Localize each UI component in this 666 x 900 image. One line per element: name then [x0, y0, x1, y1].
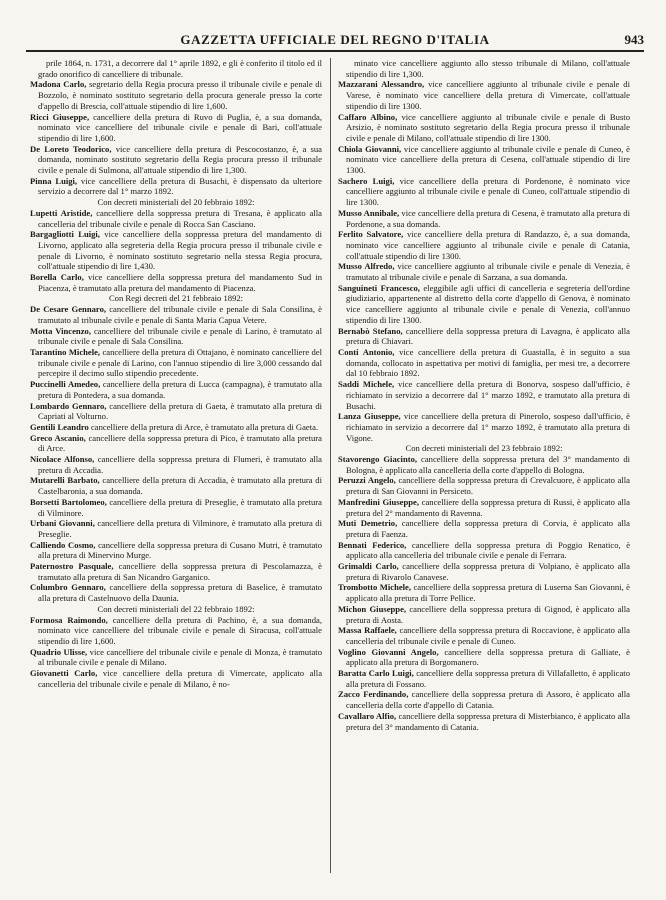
person-name: Lupetti Aristide,: [30, 207, 93, 218]
person-name: Formosa Raimondo,: [30, 614, 108, 625]
entry-text: cancelliere della soppressa pretura di Volpiano, è applicato alla pretura di Rivarolo Canavese.: [346, 561, 630, 582]
person-name: Columbro Gennaro,: [30, 582, 106, 593]
person-name: Michon Giuseppe,: [338, 603, 407, 614]
decree-heading: Con decreti ministeriali del 23 febbraio 1892:: [405, 443, 563, 454]
entry-text: cancelliere della pretura di Ruvo di Puglia, è, a sua domanda, nominato vice cancelliere del tribunale civile e penale di Bari, coll'attuale stipendio di lire 1,600.: [38, 111, 322, 143]
entry-text: cancelliere della soppressa pretura di Baselice, è tramutato alla pretura di Castelnuovo della Daunia.: [38, 582, 322, 604]
person-name: Musso Annibale,: [338, 207, 400, 218]
appointment-entry: [30, 176, 322, 197]
person-name: Trombotto Michele,: [338, 582, 412, 593]
person-name: Pinna Luigi,: [30, 175, 78, 186]
entry-text: cancelliere della soppressa pretura di Russi, è applicato alla pretura del 2° mandamento di Ravenna.: [346, 496, 630, 518]
appointment-entry: [30, 379, 322, 400]
entry-text: vice cancelliere della pretura di Bonorva, sospeso dall'ufficio, è richiamato in servizio a decorrere dal 1° marzo 1892, e tramutato alla pretura di Busachi.: [346, 379, 630, 411]
entry-text: vice cancelliere della pretura di Pinerolo, sospeso dall'ufficio, è richiamato in servizio a decorrere dal 1° marzo 1892, è tramutato alla pretura di Vigone.: [346, 411, 630, 443]
person-name: Ferlito Salvatore,: [338, 229, 404, 240]
appointment-entry: [338, 711, 630, 732]
entry-text: vice cancelliere della pretura di Pordenone, è nominato vice cancelliere aggiunto al tribunale civile e penale di Cuneo, coll'attuale stipendio di lire 1300.: [346, 175, 630, 208]
appointment-entry: [338, 229, 630, 261]
entry-text: cancelliere della pretura di Arce, è tramutato alla pretura di Gaeta.: [88, 421, 319, 432]
appointment-entry: [30, 540, 322, 561]
person-name: Paternostro Pasquale,: [30, 561, 114, 572]
appointment-entry: [338, 58, 630, 79]
appointment-entry: [30, 518, 322, 539]
page-number: 943: [624, 32, 644, 47]
appointment-entry: [338, 647, 630, 668]
person-name: Peruzzi Angelo,: [338, 475, 396, 486]
entry-text: cancelliere della soppressa pretura di Tresana, è applicato alla cancelleria del tribunale civile e penale di Rocca San Casciano.: [38, 207, 322, 229]
appointment-entry: [30, 144, 322, 176]
appointment-entry: [338, 540, 630, 561]
entry-text: cancelliere della soppressa pretura di Crevalcuore, è applicato alla pretura di San Giovanni in Persiceto.: [346, 475, 630, 497]
entry-text: minato vice cancelliere aggiunto allo stesso tribunale di Milano, coll'attuale stipendio di lire 1,300.: [346, 58, 630, 79]
person-name: Lanza Giuseppe,: [338, 411, 401, 422]
entry-text: vice cancelliere aggiunto al tribunale civile e penale di Venezia, è tramutato al tribunale civile e penale di Sarzana, a sua domanda.: [346, 261, 630, 283]
appointment-entry: [338, 475, 630, 496]
entry-text: segretario della Regia procura presso il tribunale civile e penale di Bozzolo, è nominato sostituto segretario della procura generale presso la corte d'appello di Brescia, coll'attuale stipendio di lire 1,600.: [38, 79, 322, 111]
person-name: De Loreto Teodorico,: [30, 143, 112, 154]
appointment-entry: [338, 668, 630, 689]
entry-text: cancelliere della pretura di Accadia, è tramutato alla pretura di Castelbaronia, a sua domanda.: [38, 475, 322, 497]
person-name: Greco Ascanio,: [30, 432, 86, 443]
appointment-entry: [338, 208, 630, 229]
appointment-entry: [338, 561, 630, 582]
appointment-entry: [30, 208, 322, 229]
appointment-entry: [338, 79, 630, 111]
person-name: Lombardo Gennaro,: [30, 400, 107, 411]
entry-text: cancelliere della pretura di Ottajano, è nominato cancelliere del tribunale civile e penale di Larino, con l'annuo stipendio di lire 3,000 cessando dal percepire il decimo sullo stipendio precedente.: [38, 346, 322, 379]
appointment-entry: [338, 497, 630, 518]
entry-text: vice cancelliere della pretura di Busachi, è dispensato da ulteriore servizio a decorrere dal 1° marzo 1892.: [38, 175, 322, 197]
person-name: Chiola Giovanni,: [338, 143, 402, 154]
person-name: Caffaro Albino,: [338, 111, 398, 122]
person-name: Borella Carlo,: [30, 272, 84, 283]
appointment-entry: [30, 615, 322, 647]
appointment-entry: [30, 647, 322, 668]
appointment-entry: [30, 229, 322, 272]
appointment-entry: [338, 283, 630, 326]
entry-text: cancelliere della soppressa pretura di Pico, è tramutato alla pretura di Arce.: [38, 432, 322, 454]
appointment-entry: [338, 326, 630, 347]
appointment-entry: [30, 112, 322, 144]
person-name: Motta Vincenzo,: [30, 325, 91, 336]
entry-text: cancelliere della soppressa pretura di Villafalletto, è applicato alla pretura di Fossano.: [346, 668, 630, 689]
entry-text: cancelliere del tribunale civile e penale di Sala Consilina, è tramutato al tribunale civile e penale di Santa Maria Capua Vetere.: [38, 304, 322, 325]
entry-text: cancelliere della pretura di Preseglie, è tramutato alla pretura di Vilminore.: [38, 496, 322, 518]
appointment-entry: [30, 347, 322, 379]
appointment-entry: [30, 582, 322, 603]
entry-text: prile 1864, n. 1731, a decorrere dal 1° aprile 1892, e gli è conferito il titolo ed il grado onorifico di cancelliere di tribunale.: [38, 58, 322, 79]
appointment-entry: [30, 272, 322, 293]
appointment-entry: [338, 379, 630, 411]
entry-text: vice cancelliere della pretura di Randazzo, è, a sua domanda, nominato vice cancelliere aggiunto al tribunale civile e penale di Catania, coll'attuale stipendio di lire 1300.: [346, 229, 630, 261]
appointment-entry: [30, 304, 322, 325]
appointment-entry: [338, 518, 630, 539]
person-name: Manfredini Giuseppe,: [338, 496, 420, 507]
appointment-entry: [338, 582, 630, 603]
entry-text: vice cancelliere della pretura di Vimercate, applicato alla cancelleria del tribunale civile e penale di Milano, è no-: [38, 668, 322, 689]
person-name: Giovanetti Carlo,: [30, 668, 98, 679]
person-name: Stavorengo Giacinto,: [338, 454, 418, 465]
person-name: Quadrio Ulisse,: [30, 646, 88, 657]
person-name: Grimaldi Carlo,: [338, 561, 399, 572]
entry-text: cancelliere della pretura di Vilminore, è tramutato alla pretura di Preseglie.: [38, 518, 322, 539]
person-name: Saddi Michele,: [338, 379, 395, 390]
entry-text: vice cancelliere della pretura di Pescocostanzo, è, a sua domanda, nominato sostituto segretario della Regia procura presso il tribunale civile e penale di Sulmona, all'attuale stipendio di lire 1,300.: [38, 143, 322, 176]
entry-text: vice cancelliere aggiunto al tribunale civile e penale di Cuneo, è nominato vice cancelliere della pretura di Cesena, coll'attuale stipendio di lire 1300.: [346, 143, 630, 176]
person-name: Tarantino Michele,: [30, 346, 101, 357]
person-name: Sanguineti Francesco,: [338, 282, 420, 293]
person-name: Calliendo Cosmo,: [30, 539, 96, 550]
person-name: Puccinelli Amedeo,: [30, 379, 101, 390]
person-name: Ricci Giuseppe,: [30, 111, 90, 122]
entry-text: cancelliere della soppressa pretura di Roccavione, è applicato alla cancelleria del tribunale civile e penale di Cuneo.: [346, 625, 630, 646]
appointment-entry: [338, 347, 630, 379]
decree-heading: Con decreti ministeriali del 22 febbraio 1892:: [97, 603, 255, 614]
appointment-entry: [338, 454, 630, 475]
entry-text: cancelliere del tribunale civile e penale di Larino, è tramutato al tribunale civile e penale di Sala Consilina.: [38, 325, 322, 347]
person-name: Musso Alfredo,: [338, 261, 395, 272]
appointment-entry: [30, 475, 322, 496]
appointment-entry: [338, 411, 630, 443]
person-name: Bernabò Stefano,: [338, 325, 403, 336]
appointment-entry: [30, 433, 322, 454]
person-name: De Cesare Gennaro,: [30, 304, 107, 315]
header-rule: [26, 50, 644, 52]
entry-text: vice cancelliere della pretura di Cesena, è tramutato alla pretura di Pordenone, a sua domanda.: [346, 207, 630, 229]
person-name: Urbani Giovanni,: [30, 518, 95, 529]
appointment-entry: [338, 604, 630, 625]
appointment-entry: [30, 454, 322, 475]
entry-text: cancelliere della soppressa pretura di Poggio Renatico, è applicato alla cancelleria del tribunale civile e penale di Ferrara.: [346, 539, 630, 561]
entry-text: eleggibile agli uffici di cancelleria e segreteria dell'ordine giudiziario, appartenente al distretto della corte d'appello di Genova, è nominato vice cancelliere aggiunto al tribunale civile e penale di Venezia, coll'annuo stipendio di lire 1300.: [346, 282, 630, 325]
person-name: Zacco Ferdinando,: [338, 689, 409, 700]
entry-text: vice cancelliere della pretura di Guastalla, è in seguito a sua domanda, collocato in aspettativa per motivi di famiglia, per mesi tre, a decorrere dal 10 febbraio 1892.: [346, 346, 630, 379]
person-name: Gentili Leandro: [30, 421, 89, 432]
appointment-entry: [338, 112, 630, 144]
entry-text: vice cancelliere della soppressa pretura del mandamento di Livorno, applicato alla segreteria della Regia procura presso il tribunale civile e penale di Livorno, è nominato sostituto segretario nella stessa Regia procura, coll'attuale stipendio di lire 1,430.: [38, 229, 322, 272]
person-name: Sachero Luigi,: [338, 175, 395, 186]
entry-text: cancelliere della soppressa pretura di Galliate, è applicato alla pretura di Borgomanero.: [346, 646, 630, 668]
person-name: Nicolace Alfonso,: [30, 454, 95, 465]
entry-text: vice cancelliere aggiunto al tribunale civile e penale di Varese, è nominato vice cancelliere della pretura di Vimercate, coll'attuale stipendio di lire 1300.: [346, 79, 630, 111]
entry-text: cancelliere della soppressa pretura di Assoro, è applicato alla cancelleria della corte d'appello di Catania.: [346, 689, 630, 711]
entry-text: vice cancelliere del tribunale civile e penale di Monza, è tramutato al tribunale civile e penale di Milano.: [38, 646, 322, 668]
person-name: Cavallaro Alfio,: [338, 710, 397, 721]
entry-text: cancelliere della pretura di Gaeta, è tramutato alla pretura di Capriati al Volturno.: [38, 400, 322, 422]
entry-text: cancelliere della soppressa pretura di Luserna San Giovanni, è applicato alla pretura di Torre Pellice.: [346, 582, 630, 604]
person-name: Mazzarani Alessandro,: [338, 79, 425, 90]
entry-text: cancelliere della soppressa pretura di Gignod, è applicato alla pretura di Aosta.: [346, 603, 630, 625]
person-name: Mutarelli Barbato,: [30, 475, 100, 486]
appointment-entry: [338, 625, 630, 646]
entry-text: cancelliere della soppressa pretura di Misterbianco, è applicato alla pretura del 3° mandamento di Catania.: [346, 710, 630, 732]
entry-text: cancelliere della pretura di Lucca (campagna), è tramutato alla pretura di Pontedera, a sua domanda.: [38, 379, 322, 400]
appointment-entry: [338, 176, 630, 208]
appointment-entry: [30, 79, 322, 111]
entry-text: cancelliere della soppressa pretura di Cusano Mutri, è tramutato alla pretura di Minervino Murge.: [38, 539, 322, 561]
person-name: Massa Raffaele,: [338, 625, 397, 636]
person-name: Conti Antonio,: [338, 346, 395, 357]
page-header: [26, 26, 644, 48]
person-name: Baratta Carlo Luigi,: [338, 668, 414, 679]
person-name: Voglino Giovanni Angelo,: [338, 646, 439, 657]
gazette-title: GAZZETTA UFFICIALE DEL REGNO D'ITALIA: [180, 32, 490, 47]
entry-text: vice cancelliere della soppressa pretura del mandamento Sud in Piacenza, è tramutato alla pretura del mandamento di Piacenza.: [38, 272, 322, 293]
person-name: Borsetti Bartolomeo,: [30, 496, 107, 507]
appointment-entry: [30, 497, 322, 518]
entry-text: cancelliere della soppressa pretura di Pescolamazza, è tramutato alla pretura di San Nicandro Garganico.: [38, 561, 322, 582]
appointment-entry: [30, 58, 322, 79]
person-name: Madona Carlo,: [30, 79, 87, 90]
appointment-entry: [30, 326, 322, 347]
entry-text: cancelliere della soppressa pretura di Corvia, è applicato alla pretura di Faenza.: [346, 518, 630, 539]
entry-text: cancelliere della soppressa pretura del 3° mandamento di Bologna, è applicato alla cancelleria della corte d'appello di Bologna.: [346, 454, 630, 475]
decree-heading: Con decreti ministeriali del 20 febbraio 1892:: [97, 197, 255, 208]
appointment-entry: [338, 261, 630, 282]
person-name: Muti Demetrio,: [338, 518, 398, 529]
column-divider: [330, 58, 331, 873]
appointment-entry: [338, 144, 630, 176]
entry-text: cancelliere della soppressa pretura di Flumeri, è tramutato alla pretura di Accadia.: [38, 454, 322, 475]
decree-heading: Con Regi decreti del 21 febbraio 1892:: [108, 293, 244, 304]
right-column: [338, 58, 630, 878]
appointment-entry: [30, 401, 322, 422]
appointment-entry: [30, 561, 322, 582]
appointment-entry: [30, 668, 322, 689]
person-name: Bennati Federico,: [338, 539, 407, 550]
person-name: Bargagliotti Luigi,: [30, 229, 100, 240]
appointment-entry: [338, 689, 630, 710]
left-column: [30, 58, 322, 878]
appointment-entry: [30, 422, 322, 433]
entry-text: cancelliere della pretura di Pachino, è, a sua domanda, nominato vice cancelliere del tribunale civile e penale di Siracusa, coll'attuale stipendio di lire 1,600.: [38, 614, 322, 646]
entry-text: vice cancelliere aggiunto al tribunale civile e penale di Busto Arsizio, è nominato sostituto segretario della Regia procura presso il tribunale civile e penale di Milano, coll'attuale stipendio di lire 1300.: [346, 111, 630, 143]
entry-text: cancelliere della soppressa pretura di Lavagna, è applicato alla pretura di Chiavari.: [346, 325, 630, 347]
